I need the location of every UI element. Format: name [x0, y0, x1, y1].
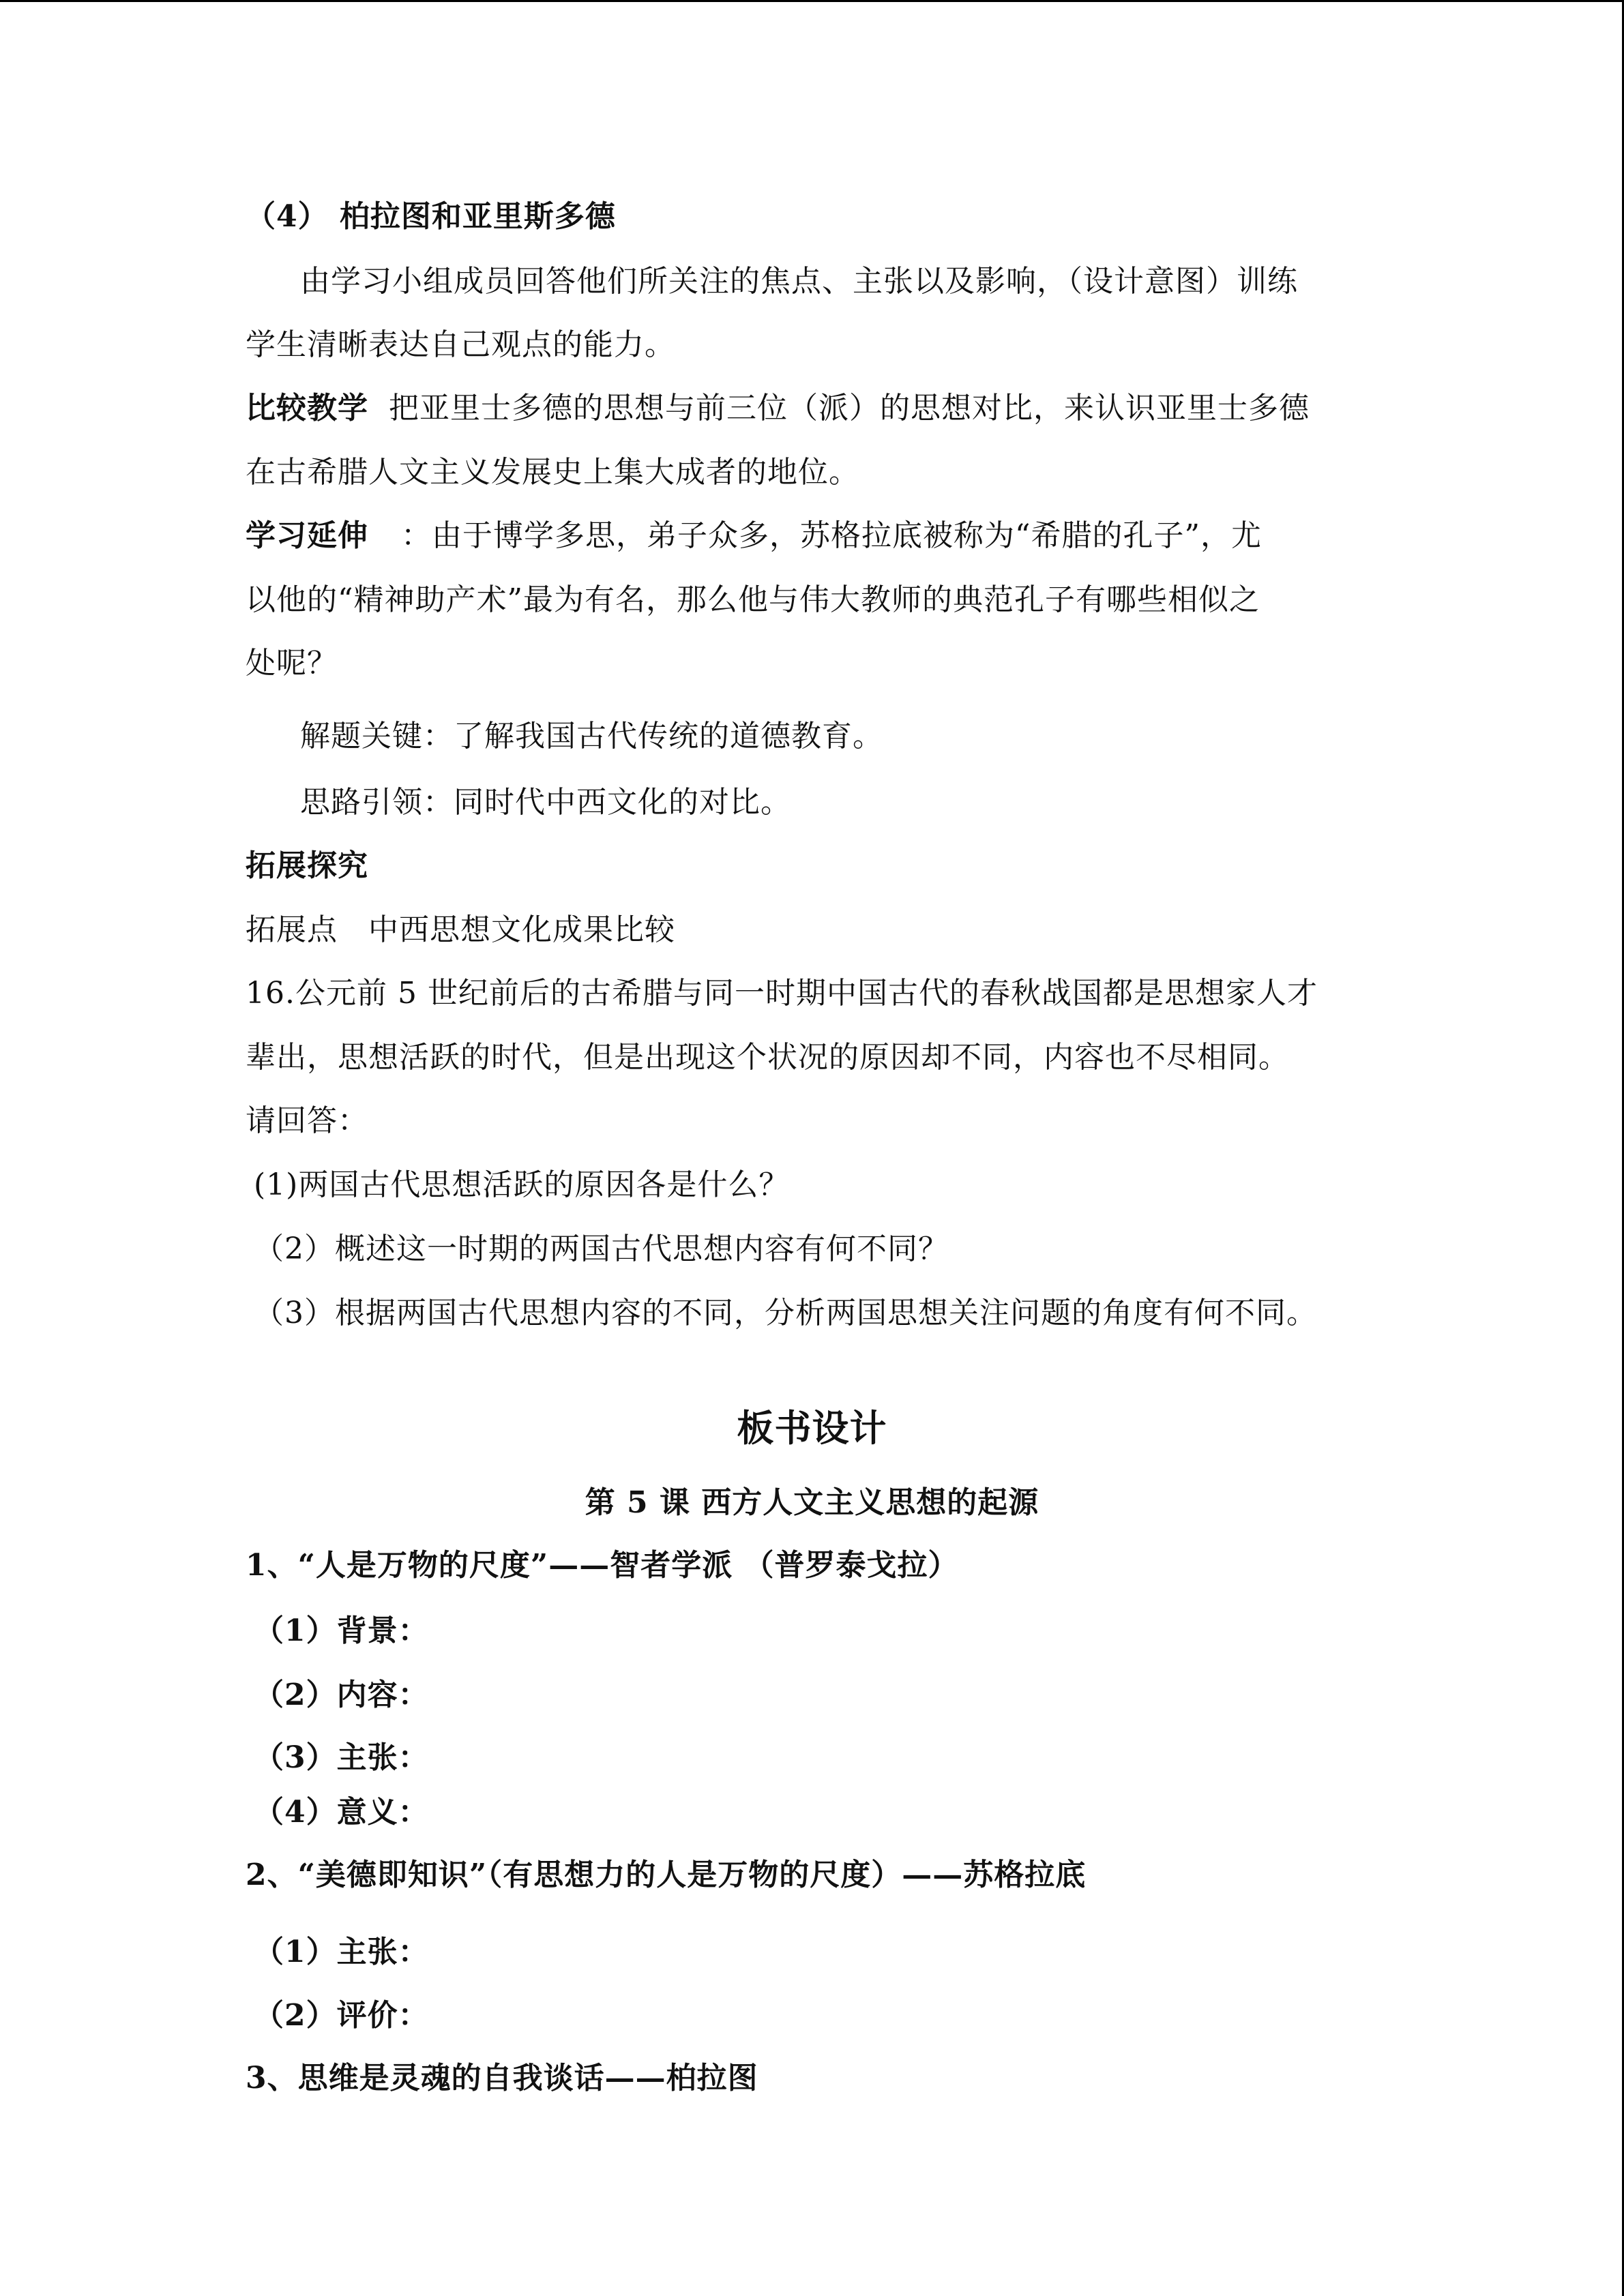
board-item-2: 2、“美德即知识”（有思想力的人是万物的尺度）——苏格拉底 [246, 1858, 1087, 1892]
sub-question-2: （2）概述这一时期的两国古代思想内容有何不同？ [254, 1232, 949, 1266]
comparative-teaching-label: 比较教学 [246, 391, 368, 426]
solution-key: 解题关键：了解我国古代传统的道德教育。 [300, 719, 883, 754]
board-item-2-sub-1: （1）主张： [254, 1935, 429, 1969]
plato-aristotle-paragraph-line-1: 由学习小组成员回答他们所关注的焦点、主张以及影响，（设计意图）训练 [300, 264, 1298, 299]
question-16-line-2: 辈出，思想活跃的时代，但是出现这个状况的原因却不同，内容也不尽相同。 [246, 1040, 1289, 1075]
board-item-3: 3、思维是灵魂的自我谈话——柏拉图 [246, 2061, 758, 2096]
plato-aristotle-paragraph-line-2: 学生清晰表达自己观点的能力。 [246, 327, 675, 362]
sub-question-3: （3）根据两国古代思想内容的不同，分析两国思想关注问题的角度有何不同。 [254, 1296, 1317, 1330]
question-16-line-1: 16.公元前 5 世纪前后的古希腊与同一时期中国古代的春秋战国都是思想家人才 [246, 976, 1318, 1011]
comparative-teaching-line-2: 在古希腊人文主义发展史上集大成者的地位。 [246, 455, 859, 490]
comparative-teaching-text: 把亚里士多德的思想与前三位（派）的思想对比，来认识亚里士多德 [389, 391, 1310, 426]
thinking-guide: 思路引领：同时代中西文化的对比。 [300, 785, 791, 820]
board-item-1: 1、“人是万物的尺度”——智者学派 （普罗泰戈拉） [246, 1548, 959, 1583]
study-extension-line-2: 以他的“精神助产术”最为有名，那么他与伟大教师的典范孔子有哪些相似之 [246, 582, 1260, 617]
lesson-title: 第 5 课 西方人文主义思想的起源 [585, 1485, 1039, 1520]
sub-question-1: (1)两国古代思想活跃的原因各是什么？ [254, 1167, 790, 1202]
comparative-teaching-line-1 [246, 389, 1310, 428]
board-item-1-sub-1: （1）背景： [254, 1613, 429, 1648]
study-extension-text: ：由于博学多思，弟子众多，苏格拉底被称为“希腊的孔子”，尤 [401, 518, 1262, 553]
board-item-1-sub-3: （3）主张： [254, 1740, 429, 1775]
board-design-title: 板书设计 [737, 1406, 887, 1450]
question-16-line-3: 请回答： [246, 1103, 368, 1138]
board-item-1-sub-4: （4）意义： [254, 1795, 429, 1830]
study-extension-line-3: 处呢？ [246, 646, 338, 681]
study-extension-label: 学习延伸 [246, 518, 368, 553]
plato-aristotle-heading: （4） 柏拉图和亚里斯多德 [246, 199, 616, 234]
explore-heading: 拓展探究 [246, 848, 368, 883]
study-extension-line-1 [246, 517, 1262, 555]
board-item-2-sub-2: （2）评价： [254, 1998, 429, 2033]
explore-point: 拓展点 中西思想文化成果比较 [246, 912, 675, 947]
page-top-border [0, 0, 1624, 2]
board-item-1-sub-2: （2）内容： [254, 1678, 429, 1712]
